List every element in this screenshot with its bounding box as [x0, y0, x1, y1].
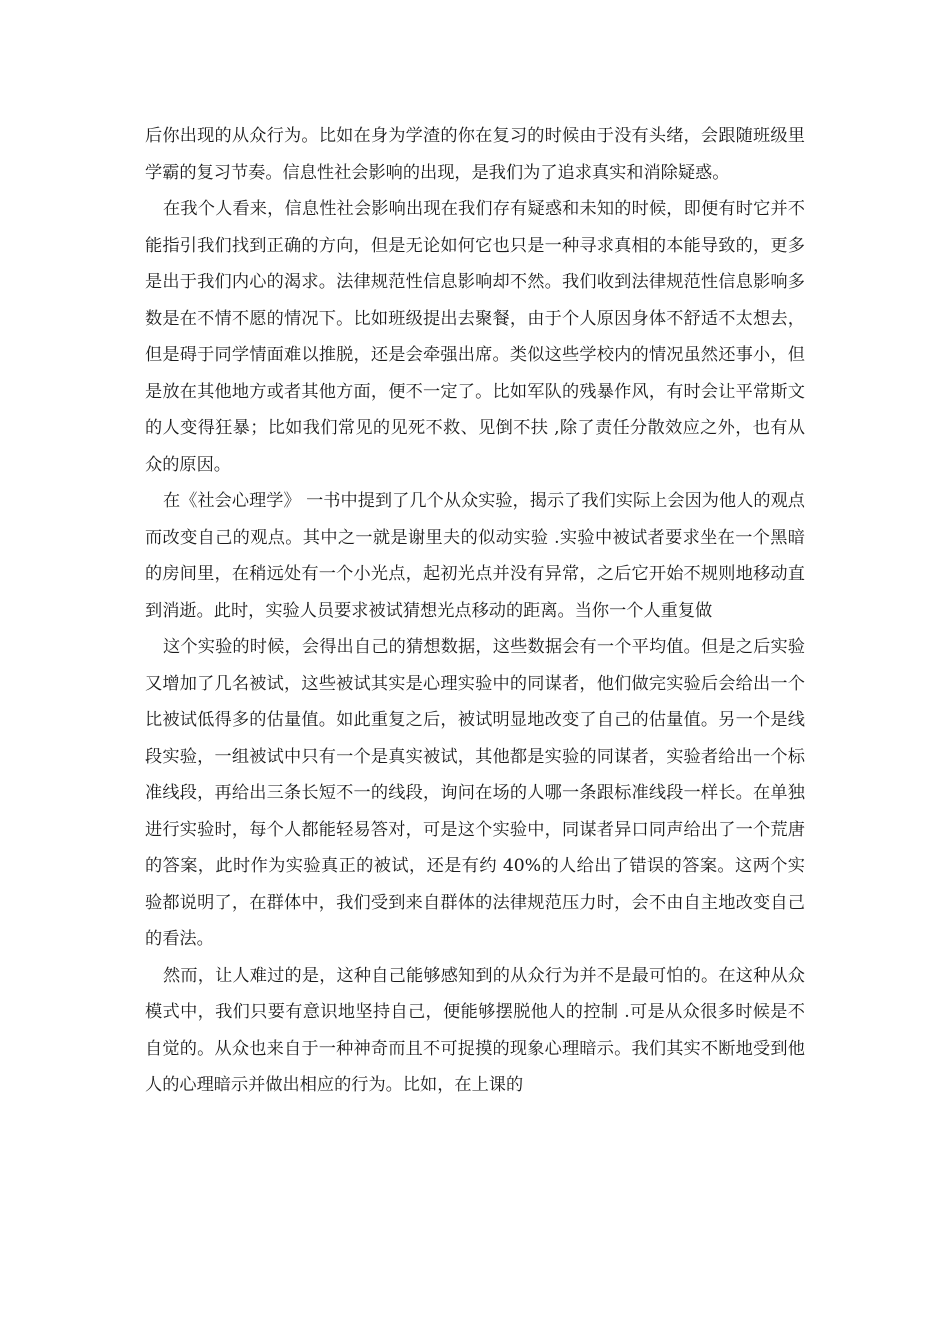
- document-body: [145, 118, 805, 1104]
- paragraph-1: 后你出现的从众行为。比如在身为学渣的你在复习的时候由于没有头绪，会跟随班级里学霸的复习节奏。信息性社会影响的出现，是我们为了追求真实和消除疑惑。: [145, 126, 805, 183]
- paragraph-3: 在《社会心理学》 一书中提到了几个从众实验，揭示了我们实际上会因为他人的观点而改变自己的观点。其中之一就是谢里夫的似动实验 .实验中被试者要求坐在一个黑暗的房间里，在稍远处有一个小光点，起初光点并没有异常，之后它开始不规则地移动直到消逝。此时，实验人员要求被试猜想光点移动的距离。当你一个人重复做: [145, 491, 805, 621]
- paragraph-4: 这个实验的时候，会得出自己的猜想数据，这些数据会有一个平均值。但是之后实验又增加了几名被试，这些被试其实是心理实验中的同谋者，他们做完实验后会给出一个比被试低得多的估量值。如此重复之后，被试明显地改变了自己的估量值。另一个是线段实验，一组被试中只有一个是真实被试，其他都是实验的同谋者，实验者给出一个标准线段，再给出三条长短不一的线段，询问在场的人哪一条跟标准线段一样长。在单独进行实验时，每个人都能轻易答对，可是这个实验中，同谋者异口同声给出了一个荒唐的答案，此时作为实验真正的被试，还是有约 40%的人给出了错误的答案。这两个实验都说明了，在群体中，我们受到来自群体的法律规范压力时，会不由自主地改变自己的看法。: [145, 637, 805, 949]
- paragraph-5: 然而，让人难过的是，这种自己能够感知到的从众行为并不是最可怕的。在这种从众模式中，我们只要有意识地坚持自己，便能够摆脱他人的控制 .可是从众很多时候是不自觉的。从众也来自于一种神奇而且不可捉摸的现象心理暗示。我们其实不断地受到他人的心理暗示并做出相应的行为。比如，在上课的: [145, 965, 805, 1095]
- paragraph-2: 在我个人看来，信息性社会影响出现在我们存有疑惑和未知的时候，即便有时它并不能指引我们找到正确的方向，但是无论如何它也只是一种寻求真相的本能导致的，更多是出于我们内心的渴求。法律规范性信息影响却不然。我们收到法律规范性信息影响多数是在不情不愿的情况下。比如班级提出去聚餐，由于个人原因身体不舒适不太想去，但是碍于同学情面难以推脱，还是会牵强出席。类似这些学校内的情况虽然还事小，但是放在其他地方或者其他方面，便不一定了。比如军队的残暴作风，有时会让平常斯文的人变得狂暴；比如我们常见的见死不救、见倒不扶 ,除了责任分散效应之外，也有从众的原因。: [145, 199, 805, 475]
